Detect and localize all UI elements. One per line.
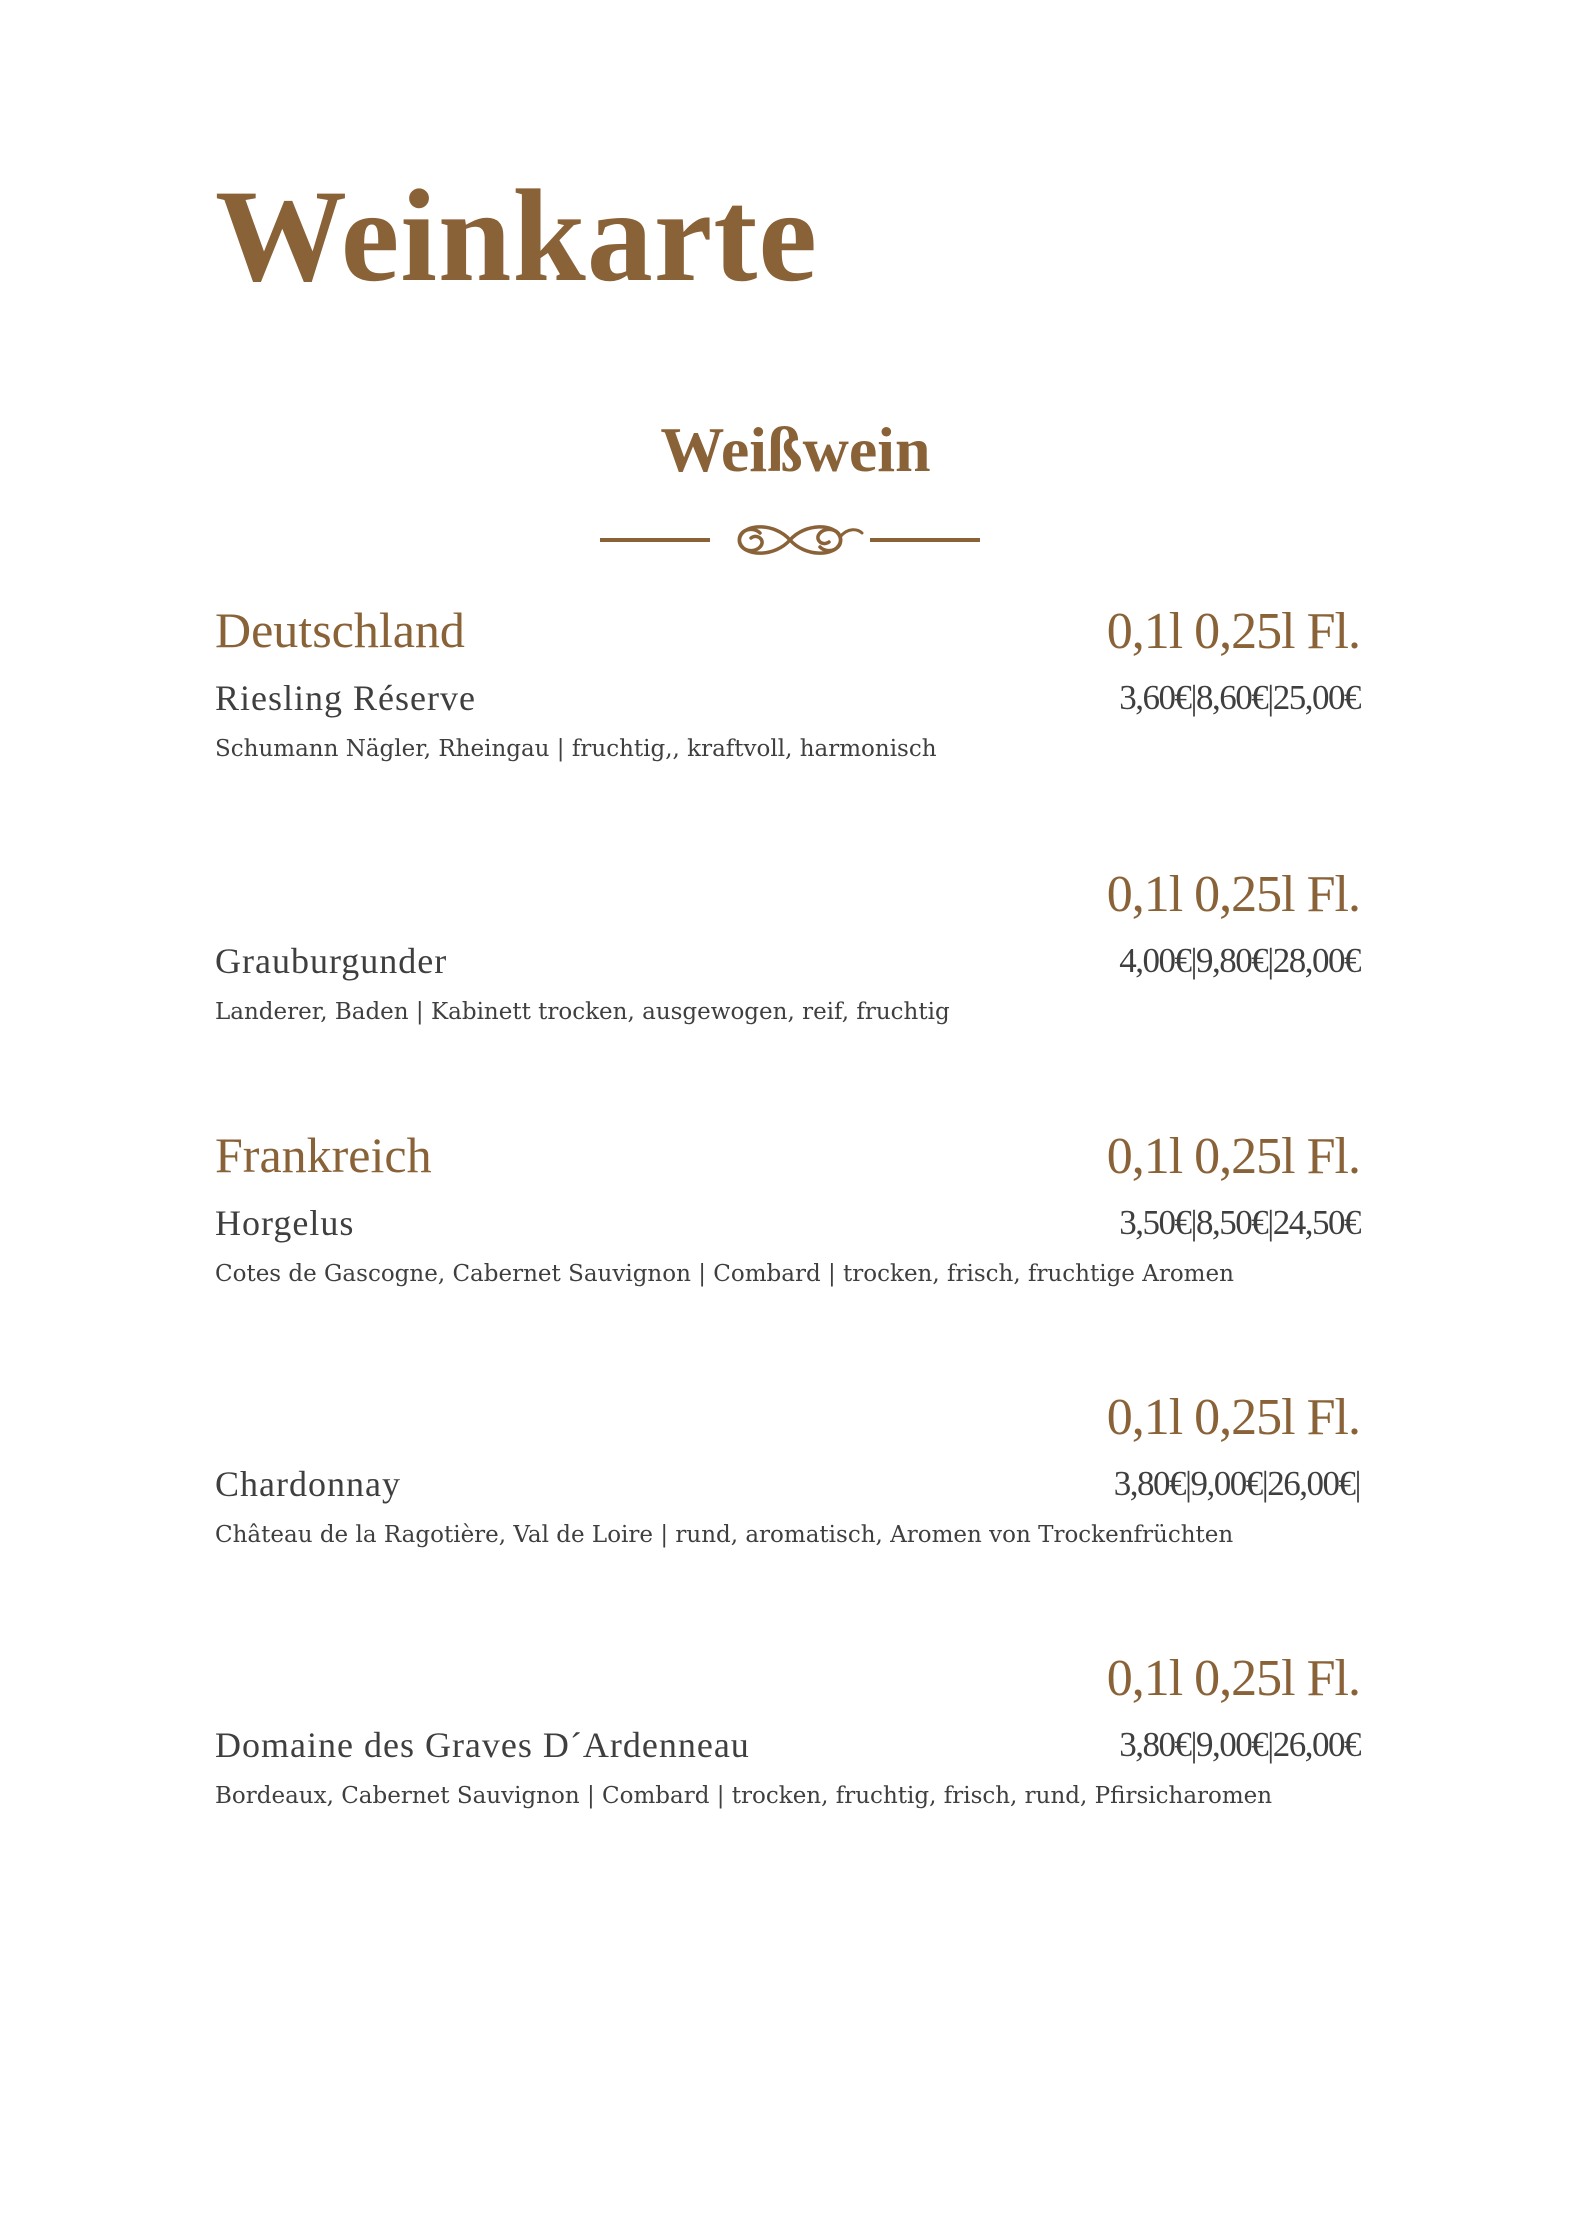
wine-description: Bordeaux, Cabernet Sauvignon | Combard | trocken, fruchtig, frisch, rund, Pfirsicharomen: [215, 1783, 1273, 1809]
wine-prices: 4,00€|9,80€|28,00€: [1119, 941, 1360, 980]
wine-prices: 3,80€|9,00€|26,00€: [1119, 1725, 1360, 1764]
block-header: [215, 603, 1360, 663]
wine-row: [215, 1202, 1360, 1250]
price-header: 0,1l 0,25l Fl.: [1106, 603, 1360, 660]
wine-block: [215, 866, 1360, 1028]
block-header: [215, 1128, 1360, 1188]
wine-row: [215, 1724, 1360, 1772]
price-header: 0,1l 0,25l Fl.: [1106, 866, 1360, 923]
page-title: Weinkarte: [215, 162, 818, 309]
price-header: 0,1l 0,25l Fl.: [1106, 1128, 1360, 1185]
block-header: [215, 1650, 1360, 1710]
wine-row: [215, 940, 1360, 988]
wine-name: Grauburgunder: [215, 941, 448, 981]
wine-row: [215, 1463, 1360, 1511]
wine-prices: 3,60€|8,60€|25,00€: [1119, 678, 1360, 717]
wine-prices: 3,80€|9,00€|26,00€|: [1113, 1464, 1360, 1503]
country-heading: Frankreich: [215, 1127, 432, 1183]
country-heading: Deutschland: [215, 602, 465, 658]
wine-block: [215, 603, 1360, 765]
section-title: Weißwein: [660, 414, 931, 485]
wine-description: Château de la Ragotière, Val de Loire | rund, aromatisch, Aromen von Trockenfrüchten: [215, 1522, 1234, 1548]
wine-block: [215, 1389, 1360, 1551]
wine-block: [215, 1128, 1360, 1290]
price-header: 0,1l 0,25l Fl.: [1106, 1389, 1360, 1446]
wine-name: Chardonnay: [215, 1464, 401, 1504]
price-header: 0,1l 0,25l Fl.: [1106, 1650, 1360, 1707]
wine-prices: 3,50€|8,50€|24,50€: [1119, 1203, 1360, 1242]
wine-row: [215, 677, 1360, 725]
block-header: [215, 866, 1360, 926]
wine-description: Landerer, Baden | Kabinett trocken, ausgewogen, reif, fruchtig: [215, 999, 950, 1025]
wine-description: Schumann Nägler, Rheingau | fruchtig,, kraftvoll, harmonisch: [215, 736, 937, 762]
wine-description: Cotes de Gascogne, Cabernet Sauvignon | Combard | trocken, frisch, fruchtige Aromen: [215, 1261, 1234, 1287]
wine-name: Riesling Réserve: [215, 678, 476, 718]
ornament-divider: [600, 515, 980, 565]
scroll-ornament-icon: [600, 515, 980, 565]
wine-name: Domaine des Graves D´Ardenneau: [215, 1725, 750, 1765]
wine-name: Horgelus: [215, 1203, 355, 1243]
block-header: [215, 1389, 1360, 1449]
wine-block: [215, 1650, 1360, 1812]
